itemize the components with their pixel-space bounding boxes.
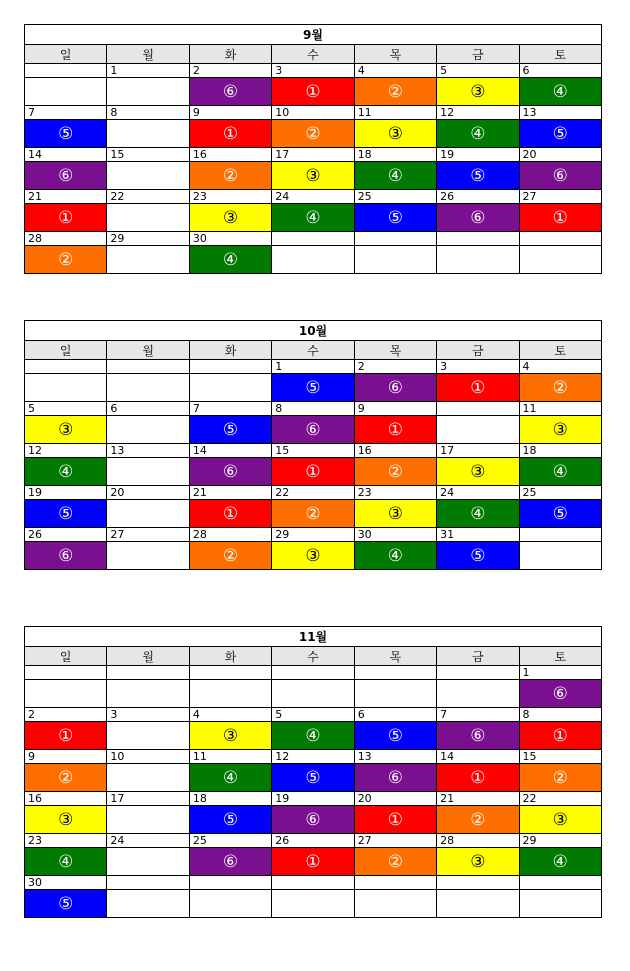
event-cell: ④ <box>354 542 436 570</box>
weekday-header: 화 <box>189 647 271 666</box>
day-number: 30 <box>25 876 107 890</box>
weekday-header: 금 <box>437 647 519 666</box>
event-cell: ③ <box>272 542 354 570</box>
day-number: 26 <box>272 834 354 848</box>
event-cell: ⑤ <box>519 500 601 528</box>
day-number: 28 <box>437 834 519 848</box>
day-number: 25 <box>354 190 436 204</box>
day-number: 22 <box>107 190 189 204</box>
event-cell: ① <box>272 78 354 106</box>
day-number <box>354 666 436 680</box>
day-number: 22 <box>272 486 354 500</box>
day-number: 29 <box>272 528 354 542</box>
day-number: 14 <box>437 750 519 764</box>
weekday-header: 수 <box>272 45 354 64</box>
empty-cell <box>519 246 601 274</box>
day-number: 27 <box>354 834 436 848</box>
empty-cell <box>437 416 519 444</box>
month-title: 11월 <box>25 627 602 647</box>
event-cell: ⑥ <box>519 680 601 708</box>
empty-cell <box>107 458 189 486</box>
event-cell: ② <box>519 764 601 792</box>
day-number: 4 <box>519 360 601 374</box>
day-number: 7 <box>189 402 271 416</box>
empty-cell <box>107 78 189 106</box>
day-number: 30 <box>354 528 436 542</box>
empty-cell <box>519 890 601 918</box>
day-number <box>25 666 107 680</box>
day-number: 5 <box>25 402 107 416</box>
event-cell: ⑤ <box>25 120 107 148</box>
day-number: 27 <box>107 528 189 542</box>
day-number <box>437 232 519 246</box>
day-number <box>437 666 519 680</box>
day-number <box>354 876 436 890</box>
event-cell: ② <box>354 848 436 876</box>
day-number: 25 <box>519 486 601 500</box>
day-number: 18 <box>354 148 436 162</box>
day-number: 23 <box>189 190 271 204</box>
day-number <box>25 360 107 374</box>
day-number <box>272 876 354 890</box>
empty-cell <box>107 162 189 190</box>
weekday-header: 목 <box>354 45 436 64</box>
day-number <box>107 666 189 680</box>
day-number: 9 <box>189 106 271 120</box>
day-number: 22 <box>519 792 601 806</box>
day-number: 14 <box>189 444 271 458</box>
event-cell: ④ <box>437 120 519 148</box>
weekday-header: 토 <box>519 647 601 666</box>
calendar-september <box>24 24 602 274</box>
event-cell: ④ <box>272 204 354 232</box>
day-number <box>437 876 519 890</box>
event-cell: ① <box>437 374 519 402</box>
day-number: 13 <box>519 106 601 120</box>
day-number: 9 <box>25 750 107 764</box>
event-cell: ④ <box>519 458 601 486</box>
day-number: 24 <box>272 190 354 204</box>
day-number: 12 <box>437 106 519 120</box>
day-number: 18 <box>519 444 601 458</box>
day-number: 20 <box>519 148 601 162</box>
event-cell: ⑥ <box>25 162 107 190</box>
day-number: 15 <box>272 444 354 458</box>
event-cell: ⑤ <box>272 374 354 402</box>
day-number: 27 <box>519 190 601 204</box>
day-number: 19 <box>272 792 354 806</box>
day-number: 28 <box>189 528 271 542</box>
event-cell: ⑥ <box>354 374 436 402</box>
event-cell: ③ <box>189 722 271 750</box>
day-number: 7 <box>25 106 107 120</box>
event-cell: ① <box>189 500 271 528</box>
day-number: 16 <box>189 148 271 162</box>
day-number: 21 <box>437 792 519 806</box>
day-number: 3 <box>437 360 519 374</box>
empty-cell <box>107 848 189 876</box>
empty-cell <box>107 542 189 570</box>
event-cell: ① <box>272 848 354 876</box>
weekday-header: 월 <box>107 341 189 360</box>
day-number: 8 <box>519 708 601 722</box>
day-number: 19 <box>25 486 107 500</box>
day-number: 6 <box>519 64 601 78</box>
event-cell: ⑥ <box>189 848 271 876</box>
day-number: 24 <box>107 834 189 848</box>
empty-cell <box>107 246 189 274</box>
event-cell: ① <box>354 806 436 834</box>
event-cell: ⑥ <box>272 416 354 444</box>
empty-cell <box>437 246 519 274</box>
day-number: 9 <box>354 402 436 416</box>
day-number: 1 <box>272 360 354 374</box>
day-number: 17 <box>437 444 519 458</box>
day-number <box>272 232 354 246</box>
weekday-header: 일 <box>25 341 107 360</box>
event-cell: ⑥ <box>437 204 519 232</box>
event-cell: ④ <box>25 848 107 876</box>
event-cell: ④ <box>519 848 601 876</box>
empty-cell <box>437 680 519 708</box>
day-number: 11 <box>354 106 436 120</box>
calendar-october <box>24 320 602 570</box>
empty-cell <box>272 680 354 708</box>
event-cell: ⑥ <box>25 542 107 570</box>
event-cell: ⑤ <box>354 204 436 232</box>
day-number: 21 <box>25 190 107 204</box>
event-cell: ⑥ <box>189 78 271 106</box>
empty-cell <box>107 500 189 528</box>
day-number: 12 <box>272 750 354 764</box>
event-cell: ① <box>25 204 107 232</box>
day-number: 30 <box>189 232 271 246</box>
empty-cell <box>107 204 189 232</box>
event-cell: ⑥ <box>189 458 271 486</box>
weekday-header: 목 <box>354 341 436 360</box>
day-number: 3 <box>272 64 354 78</box>
day-number: 12 <box>25 444 107 458</box>
day-number: 6 <box>354 708 436 722</box>
day-number: 19 <box>437 148 519 162</box>
event-cell: ⑤ <box>25 500 107 528</box>
event-cell: ② <box>354 458 436 486</box>
event-cell: ③ <box>189 204 271 232</box>
event-cell: ② <box>25 764 107 792</box>
event-cell: ④ <box>272 722 354 750</box>
event-cell: ① <box>437 764 519 792</box>
day-number <box>354 232 436 246</box>
empty-cell <box>272 890 354 918</box>
day-number <box>189 666 271 680</box>
event-cell: ③ <box>437 458 519 486</box>
event-cell: ⑥ <box>437 722 519 750</box>
day-number: 26 <box>437 190 519 204</box>
empty-cell <box>25 374 107 402</box>
empty-cell <box>107 764 189 792</box>
event-cell: ③ <box>354 500 436 528</box>
day-number: 15 <box>519 750 601 764</box>
month-title: 9월 <box>25 25 602 45</box>
day-number <box>437 402 519 416</box>
empty-cell <box>107 806 189 834</box>
event-cell: ② <box>354 78 436 106</box>
day-number <box>189 360 271 374</box>
day-number: 31 <box>437 528 519 542</box>
weekday-header: 월 <box>107 45 189 64</box>
empty-cell <box>354 246 436 274</box>
day-number: 11 <box>519 402 601 416</box>
weekday-header: 월 <box>107 647 189 666</box>
event-cell: ④ <box>519 78 601 106</box>
event-cell: ② <box>25 246 107 274</box>
month-title: 10월 <box>25 321 602 341</box>
empty-cell <box>354 890 436 918</box>
empty-cell <box>107 890 189 918</box>
day-number: 20 <box>354 792 436 806</box>
empty-cell <box>189 374 271 402</box>
weekday-header: 금 <box>437 45 519 64</box>
event-cell: ③ <box>272 162 354 190</box>
event-cell: ④ <box>25 458 107 486</box>
event-cell: ① <box>272 458 354 486</box>
event-cell: ③ <box>519 806 601 834</box>
day-number <box>519 528 601 542</box>
event-cell: ② <box>272 500 354 528</box>
event-cell: ② <box>437 806 519 834</box>
weekday-header: 토 <box>519 45 601 64</box>
empty-cell <box>107 416 189 444</box>
day-number: 4 <box>189 708 271 722</box>
day-number: 7 <box>437 708 519 722</box>
event-cell: ⑥ <box>272 806 354 834</box>
weekday-header: 금 <box>437 341 519 360</box>
event-cell: ⑤ <box>354 722 436 750</box>
event-cell: ③ <box>25 416 107 444</box>
event-cell: ① <box>354 416 436 444</box>
day-number: 8 <box>272 402 354 416</box>
event-cell: ⑤ <box>437 162 519 190</box>
event-cell: ② <box>189 162 271 190</box>
event-cell: ⑤ <box>25 890 107 918</box>
day-number: 20 <box>107 486 189 500</box>
event-cell: ⑤ <box>272 764 354 792</box>
day-number: 25 <box>189 834 271 848</box>
day-number: 2 <box>25 708 107 722</box>
day-number: 10 <box>107 750 189 764</box>
day-number: 10 <box>272 106 354 120</box>
day-number: 13 <box>107 444 189 458</box>
day-number: 8 <box>107 106 189 120</box>
empty-cell <box>519 542 601 570</box>
event-cell: ④ <box>189 246 271 274</box>
empty-cell <box>354 680 436 708</box>
weekday-header: 수 <box>272 341 354 360</box>
day-number: 4 <box>354 64 436 78</box>
event-cell: ③ <box>25 806 107 834</box>
empty-cell <box>25 78 107 106</box>
day-number: 15 <box>107 148 189 162</box>
event-cell: ③ <box>437 78 519 106</box>
event-cell: ⑤ <box>437 542 519 570</box>
event-cell: ② <box>189 542 271 570</box>
event-cell: ② <box>519 374 601 402</box>
empty-cell <box>272 246 354 274</box>
event-cell: ③ <box>519 416 601 444</box>
event-cell: ② <box>272 120 354 148</box>
empty-cell <box>437 890 519 918</box>
empty-cell <box>189 890 271 918</box>
event-cell: ⑤ <box>189 806 271 834</box>
day-number <box>272 666 354 680</box>
day-number: 23 <box>25 834 107 848</box>
day-number: 16 <box>25 792 107 806</box>
day-number: 5 <box>437 64 519 78</box>
day-number: 29 <box>519 834 601 848</box>
weekday-header: 수 <box>272 647 354 666</box>
event-cell: ④ <box>189 764 271 792</box>
empty-cell <box>189 680 271 708</box>
weekday-header: 일 <box>25 45 107 64</box>
day-number: 16 <box>354 444 436 458</box>
event-cell: ④ <box>354 162 436 190</box>
day-number: 13 <box>354 750 436 764</box>
day-number: 11 <box>189 750 271 764</box>
day-number: 21 <box>189 486 271 500</box>
event-cell: ⑤ <box>189 416 271 444</box>
day-number: 24 <box>437 486 519 500</box>
day-number: 3 <box>107 708 189 722</box>
empty-cell <box>107 680 189 708</box>
empty-cell <box>107 722 189 750</box>
weekday-header: 화 <box>189 45 271 64</box>
day-number: 17 <box>107 792 189 806</box>
day-number: 1 <box>519 666 601 680</box>
weekday-header: 일 <box>25 647 107 666</box>
day-number <box>189 876 271 890</box>
day-number <box>25 64 107 78</box>
day-number: 2 <box>354 360 436 374</box>
day-number: 18 <box>189 792 271 806</box>
day-number: 1 <box>107 64 189 78</box>
weekday-header: 목 <box>354 647 436 666</box>
weekday-header: 화 <box>189 341 271 360</box>
day-number <box>519 876 601 890</box>
day-number: 17 <box>272 148 354 162</box>
day-number: 6 <box>107 402 189 416</box>
day-number: 28 <box>25 232 107 246</box>
day-number: 5 <box>272 708 354 722</box>
day-number: 2 <box>189 64 271 78</box>
event-cell: ① <box>519 722 601 750</box>
event-cell: ⑥ <box>519 162 601 190</box>
day-number: 14 <box>25 148 107 162</box>
empty-cell <box>25 680 107 708</box>
empty-cell <box>107 374 189 402</box>
event-cell: ⑥ <box>354 764 436 792</box>
calendar-november <box>24 626 602 918</box>
day-number: 23 <box>354 486 436 500</box>
event-cell: ③ <box>354 120 436 148</box>
day-number: 29 <box>107 232 189 246</box>
weekday-header: 토 <box>519 341 601 360</box>
event-cell: ⑤ <box>519 120 601 148</box>
day-number <box>519 232 601 246</box>
day-number: 26 <box>25 528 107 542</box>
day-number <box>107 876 189 890</box>
event-cell: ① <box>25 722 107 750</box>
event-cell: ③ <box>437 848 519 876</box>
day-number <box>107 360 189 374</box>
event-cell: ① <box>189 120 271 148</box>
empty-cell <box>107 120 189 148</box>
event-cell: ① <box>519 204 601 232</box>
event-cell: ④ <box>437 500 519 528</box>
